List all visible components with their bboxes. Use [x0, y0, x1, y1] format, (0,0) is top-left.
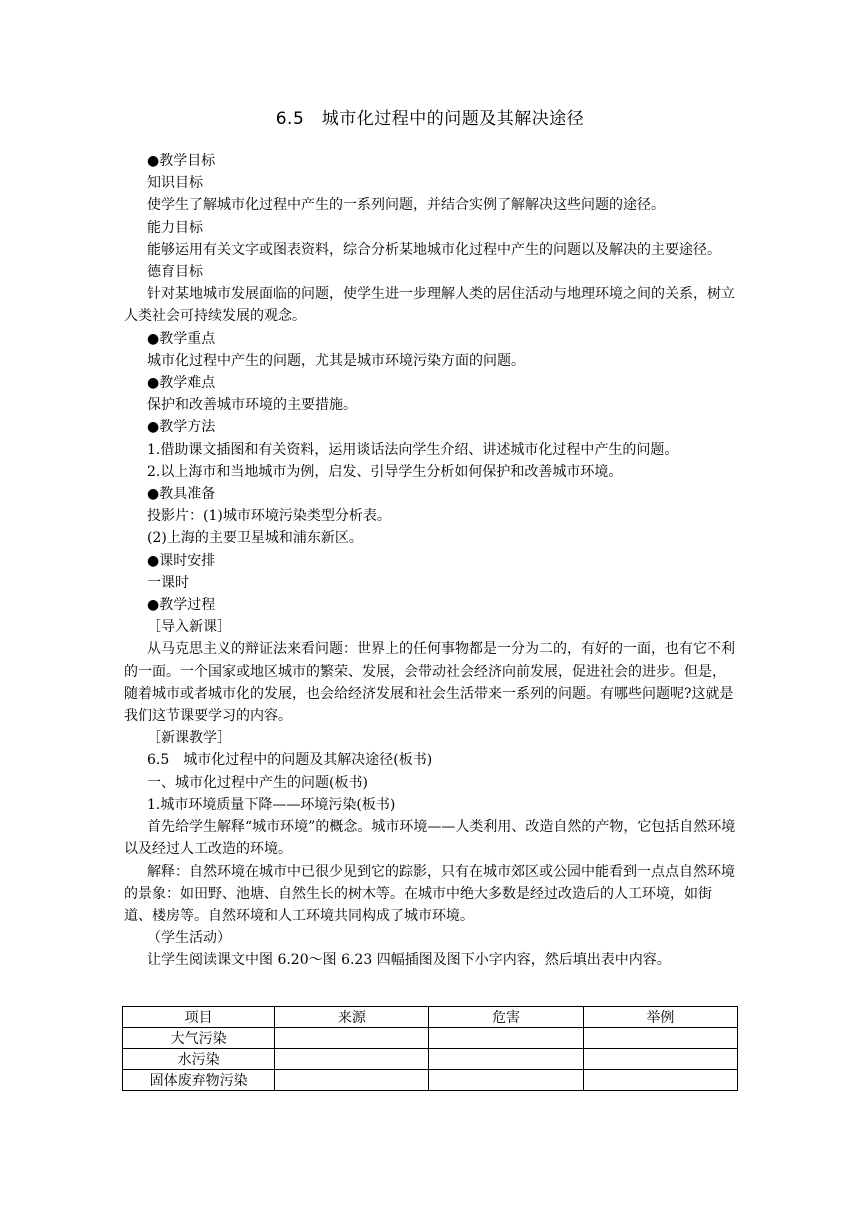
table-cell	[275, 1049, 429, 1070]
table-header-cell: 来源	[275, 1007, 429, 1028]
paragraph: ［导入新课］	[147, 619, 231, 636]
paragraph: ●教学重点	[147, 330, 216, 347]
paragraph: 使学生了解城市化过程中产生的一系列问题，并结合实例了解解决这些问题的途径。	[147, 197, 665, 214]
table-cell	[583, 1028, 737, 1049]
paragraph: 德育目标	[147, 264, 203, 281]
table-header-cell: 项目	[123, 1007, 275, 1028]
table-cell: 大气污染	[123, 1028, 275, 1049]
table-header-cell: 举例	[583, 1007, 737, 1028]
paragraph: 投影片：(1)城市环境污染类型分析表。	[147, 508, 391, 525]
table-cell: 固体废弃物污染	[123, 1070, 275, 1091]
paragraph: ●课时安排	[147, 552, 216, 569]
table-cell: 水污染	[123, 1049, 275, 1070]
page-title: 6.5 城市化过程中的问题及其解决途径	[275, 109, 585, 129]
table-cell	[583, 1070, 737, 1091]
table-row	[123, 1028, 738, 1049]
paragraph: 1.借助课文插图和有关资料，运用谈话法向学生介绍、讲述城市化过程中产生的问题。	[147, 441, 679, 458]
paragraph: 解释：自然环境在城市中已很少见到它的踪影，只有在城市郊区或公园中能看到一点点自然环境的景象：如田野、池塘、自然生长的树木等。在城市中绝大多数是经过改造后的人工环境，如街道、楼房等。自然环境和人工环境共同构成了城市环境。	[124, 863, 735, 924]
table-header-row	[123, 1007, 738, 1028]
paragraph: （学生活动）	[147, 930, 231, 947]
paragraph: ●教学方法	[147, 419, 216, 436]
table-cell	[429, 1049, 583, 1070]
table-row	[123, 1070, 738, 1091]
table-cell	[275, 1028, 429, 1049]
paragraph: ●教具准备	[147, 486, 216, 503]
table-cell	[583, 1049, 737, 1070]
paragraph: (2)上海的主要卫星城和浦东新区。	[147, 530, 363, 547]
paragraph: 能够运用有关文字或图表资料，综合分析某地城市化过程中产生的问题以及解决的主要途径。	[147, 241, 721, 258]
paragraph: 针对某地城市发展面临的问题，使学生进一步理解人类的居住活动与地理环境之间的关系，树立人类社会可持续发展的观念。	[124, 286, 735, 325]
paragraph: 一、城市化过程中产生的问题(板书)	[147, 774, 368, 791]
paragraph: 保护和改善城市环境的主要措施。	[147, 397, 357, 414]
paragraph: 2.以上海市和当地城市为例，启发、引导学生分析如何保护和改善城市环境。	[147, 463, 623, 480]
paragraph: ●教学过程	[147, 597, 216, 614]
table-cell	[429, 1070, 583, 1091]
paragraph: ［新课教学］	[147, 730, 231, 747]
paragraph: 知识目标	[147, 175, 203, 192]
paragraph: ●教学难点	[147, 375, 216, 392]
paragraph: 让学生阅读课文中图 6.20～图 6.23 四幅插图及图下小字内容，然后填出表中内容。	[147, 952, 671, 969]
paragraph: 1.城市环境质量下降——环境污染(板书)	[147, 796, 396, 813]
paragraph: 6.5 城市化过程中的问题及其解决途径(板书)	[147, 752, 433, 769]
table-header-cell: 危害	[429, 1007, 583, 1028]
paragraph: 城市化过程中产生的问题，尤其是城市环境污染方面的问题。	[147, 352, 525, 369]
paragraph: 能力目标	[147, 219, 203, 236]
table-cell	[275, 1070, 429, 1091]
table-cell	[429, 1028, 583, 1049]
document-body	[124, 150, 738, 972]
table-row	[123, 1049, 738, 1070]
paragraph: 一课时	[147, 574, 189, 591]
paragraph: 从马克思主义的辩证法来看问题：世界上的任何事物都是一分为二的，有好的一面，也有它不利的一面。一个国家或地区城市的繁荣、发展，会带动社会经济向前发展，促进社会的进步。但是，随着城市或者城市化的发展，也会给经济发展和社会生活带来一系列的问题。有哪些问题呢?这就是我们这节课要学习的内容。	[124, 641, 735, 725]
pollution-table	[122, 1006, 738, 1091]
paragraph: 首先给学生解释“城市环境”的概念。城市环境——人类利用、改造自然的产物，它包括自然环境以及经过人工改造的环境。	[124, 819, 736, 858]
paragraph: ●教学目标	[147, 153, 216, 169]
